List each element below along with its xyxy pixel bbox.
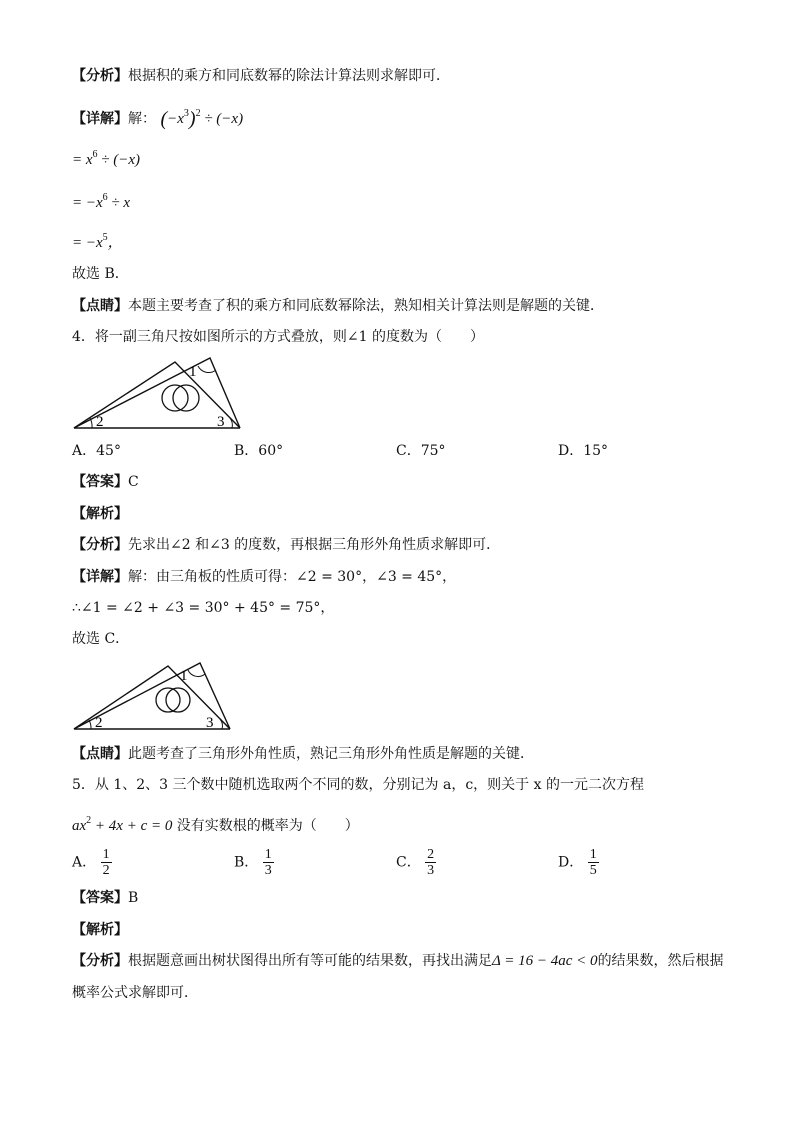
q4-option-b: B．60° xyxy=(234,443,284,459)
q5-question-line1: 5．从 1、2、3 三个数中随机选取两个不同的数，分别记为 a，c，则关于 x 的一元二次方程 xyxy=(72,777,644,793)
analysis-tag: 【分析】 xyxy=(72,68,128,84)
analysis-text: 根据积的乘方和同底数幂的除法计算法则求解即可． xyxy=(128,68,450,84)
q5-option-b: B． $\frac{1}{3}$ xyxy=(234,847,272,878)
comment-text: 本题主要考查了积的乘方和同底数幂除法，熟知相关计算法则是解题的关键． xyxy=(128,298,604,314)
q5-option-a: A． $\frac{1}{2}$ xyxy=(72,847,110,878)
q5-option-d: D． $\frac{1}{5}$ xyxy=(558,847,597,878)
angle-label-3: 3 xyxy=(206,715,214,731)
expression-step4: = $-x^5$， xyxy=(72,232,123,251)
q5-question-line2: $ax^2 + 4x + c = 0$ 没有实数根的概率为（ ） xyxy=(72,815,359,834)
discriminant-formula: Δ = 16 − 4ac < 0 xyxy=(492,953,598,969)
detail-prefix: 解： xyxy=(128,111,156,127)
q5-option-c: C． $\frac{2}{3}$ xyxy=(396,847,435,878)
ruler-hole-left xyxy=(156,688,180,712)
q5-solution-tag: 【解析】 xyxy=(72,922,128,938)
expression-step1: $(-x^3)^2 \div (-x)$ xyxy=(160,108,244,130)
q3-comment xyxy=(72,296,604,316)
q5-answer: 【答案】B xyxy=(72,890,139,906)
ruler-hole-left xyxy=(162,385,188,411)
q4-option-a: A．45° xyxy=(72,443,121,459)
q4-answer: 【答案】C xyxy=(72,474,139,490)
q3-detail xyxy=(72,104,243,129)
angle-arc-1 xyxy=(188,670,205,676)
q4-question: 4．将一副三角尺按如图所示的方式叠放，则∠1 的度数为（ ） xyxy=(72,329,484,345)
q4-option-c: C．75° xyxy=(396,443,446,459)
triangle-figure-1 xyxy=(70,354,250,434)
comment-tag: 【点睛】 xyxy=(72,298,128,314)
q4-detail: 【详解】解：由三角板的性质可得：∠2 = 30°，∠3 = 45°， xyxy=(72,569,457,585)
q5-analysis-cont: 概率公式求解即可． xyxy=(72,985,198,1001)
expression-step3: = $-x^6 \div x$ xyxy=(72,192,131,211)
angle-label-3: 3 xyxy=(217,414,225,430)
q4-conclusion: 故选 C． xyxy=(72,631,130,647)
quadratic-equation: $ax^2 + 4x + c = 0$ xyxy=(72,815,173,834)
q4-therefore: ∴∠1 = ∠2 + ∠3 = 30° + 45° = 75°， xyxy=(72,600,335,616)
q4-solution-tag: 【解析】 xyxy=(72,506,128,522)
detail-tag: 【详解】 xyxy=(72,111,128,127)
angle-arc-2 xyxy=(89,720,91,729)
q4-option-d: D．15° xyxy=(558,443,609,459)
q3-conclusion: 故选 B． xyxy=(72,266,129,282)
angle-label-2: 2 xyxy=(96,414,104,430)
triangle-figure-2 xyxy=(70,660,240,735)
expression-step2: = $x^6 \div (-x)$ xyxy=(72,149,141,168)
q4-comment: 【点睛】此题考查了三角形外角性质，熟记三角形外角性质是解题的关键． xyxy=(72,746,534,762)
ruler-hole-right xyxy=(166,688,190,712)
angle-label-1: 1 xyxy=(189,364,197,380)
angle-label-2: 2 xyxy=(95,715,103,731)
ruler-hole-right xyxy=(173,385,199,411)
q4-analysis: 【分析】先求出∠2 和∠3 的度数，再根据三角形外角性质求解即可． xyxy=(72,537,501,553)
q5-analysis: 【分析】根据题意画出树状图得出所有等可能的结果数，再找出满足Δ = 16 − 4ac < 0的结果数，然后根据 xyxy=(72,953,724,969)
q3-analysis xyxy=(72,66,450,86)
angle-label-1: 1 xyxy=(180,668,188,684)
